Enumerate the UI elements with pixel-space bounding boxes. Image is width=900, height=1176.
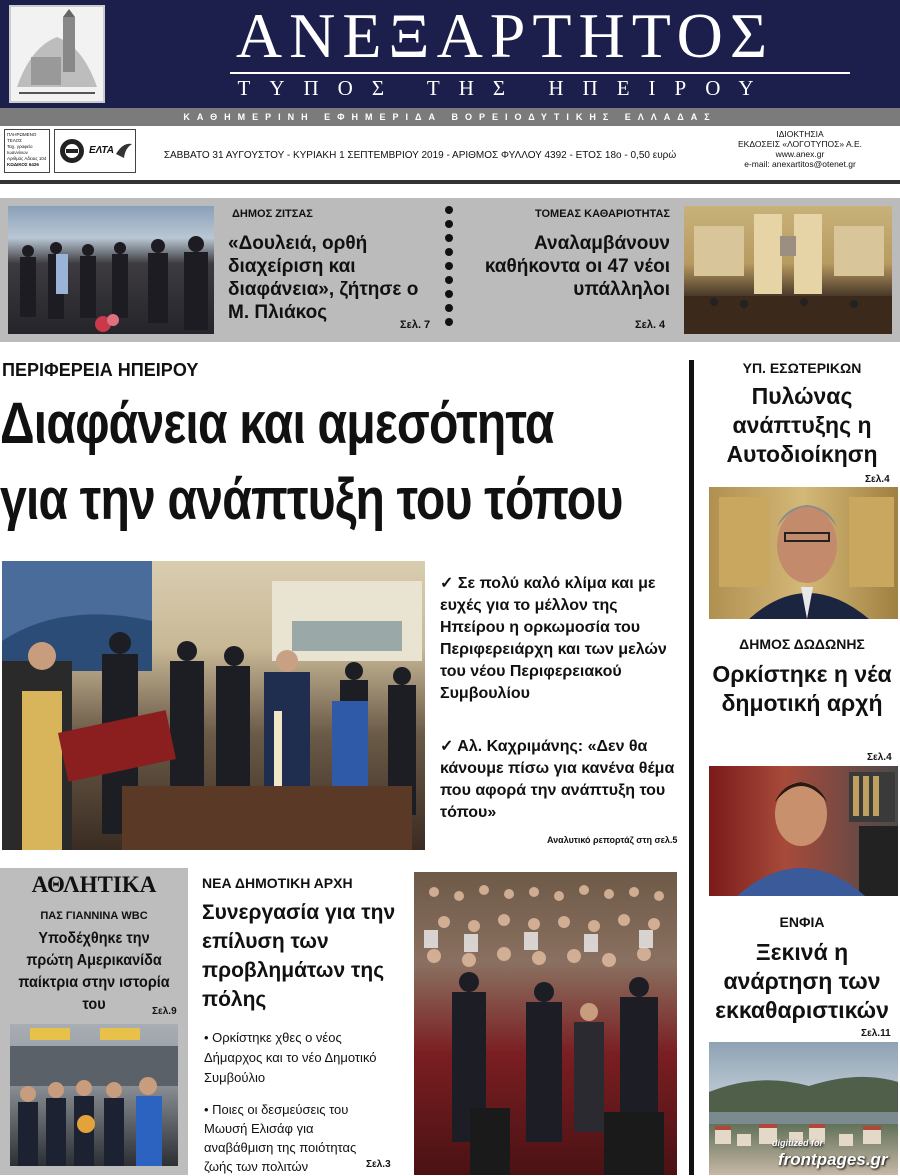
basketball-team-photo [10, 1024, 178, 1166]
dateline: ΣΑΒΒΑΤΟ 31 ΑΥΓΟΥΣΤΟΥ - ΚΥΡΙΑΚΗ 1 ΣΕΠΤΕΜΒΡΙΟΥ 2019 - ΑΡΙΘΜΟΣ ΦΥΛΛΟΥ 4392 - ΕΤΟΣ 18ο - 0,50 ευρώ [163, 150, 677, 161]
municipal-bullet-2: • Ποιες οι δεσμεύσεις του Μωυσή Ελισάφ για αναβάθμιση της ποιότητας ζωής των πολιτών [204, 1102, 357, 1174]
dotted-divider [445, 206, 453, 334]
dodoni-kicker: ΔΗΜΟΣ ΔΩΔΩΝΗΣ [739, 636, 865, 652]
postage-info-box [4, 129, 50, 173]
main-bullet-1: ✓ Σε πολύ καλό κλίμα και με ευχές για το μέλλον της Ηπείρου η ορκωμοσία του Περιφερειάρχη και των μελών του νέου Περιφερειακού Συμβουλίου [440, 575, 667, 702]
main-bullet-2: ✓ Αλ. Καχριμάνης: «Δεν θα κάνουμε πίσω για κανένα θέμα που αφορά την ανάπτυξη του τόπου» [440, 738, 675, 821]
postage-code: ΚΩΔΙΚΟΣ 6426 [7, 162, 39, 167]
elta-badge [54, 129, 136, 173]
sports-section-title: ΑΘΛΗΤΙΚΑ [31, 872, 157, 897]
minister-portrait-photo [709, 487, 898, 619]
main-kicker: ΠΕΡΙΦΕΡΕΙΑ ΗΠΕΙΡΟΥ [2, 360, 199, 380]
sports-kicker: ΠΑΣ ΓΙΑΝΝΙΝΑ WBC [40, 910, 148, 922]
elta-logo-icon [59, 138, 85, 164]
newspaper-title: ΑΝΕΞΑΡΤΗΤΟΣ [235, 0, 775, 71]
publisher-label: ΙΔΙΟΚΤΗΣΙΑ [776, 129, 824, 139]
mayor-portrait-photo [709, 766, 898, 896]
newspaper-subtitle: ΤΥΠΟΣ ΤΗΣ ΗΠΕΙΡΟΥ [237, 76, 773, 100]
bird-icon [115, 140, 133, 160]
city-council-crowd-photo [414, 872, 677, 1175]
newspaper-logo-image [9, 5, 105, 103]
main-headline-line1: Διαφάνεια και αμεσότητα [0, 391, 554, 456]
interior-ministry-headline[interactable]: Πυλώνας ανάπτυξης η Αυτοδιοίκηση [726, 383, 878, 467]
sports-page-ref: Σελ.9 [152, 1006, 177, 1017]
zitsa-ceremony-photo [8, 206, 214, 334]
enfia-page-ref: Σελ.11 [861, 1028, 891, 1039]
sports-headline[interactable]: Υποδέχθηκε την πρώτη Αμερικανίδα παίκτρια στην ιστορία του [18, 930, 170, 1013]
oath-ceremony-photo [2, 561, 425, 850]
interior-ministry-kicker: ΥΠ. ΕΣΩΤΕΡΙΚΩΝ [742, 360, 862, 376]
email-link[interactable]: e-mail: anexartitos@otenet.gr [744, 159, 856, 169]
postage-line: Ταχ. γραφείο Ιωαννίνων [7, 144, 33, 155]
tagline-strip: ΚΑΘΗΜΕΡΙΝΗ ΕΦΗΜΕΡΙΔΑ ΒΟΡΕΙΟΔΥΤΙΚΗΣ ΕΛΛΑΔΑΣ [0, 108, 900, 126]
enfia-kicker: ΕΝΦΙΑ [779, 914, 825, 930]
elta-label: ΕΛΤΑ [89, 145, 115, 156]
cleaning-page-ref: Σελ. 4 [635, 319, 666, 331]
main-headline[interactable] [0, 386, 623, 538]
enfia-headline[interactable]: Ξεκινά η ανάρτηση των εκκαθαριστικών [715, 939, 889, 1023]
cleaning-headline[interactable]: Αναλαμβάνουν καθήκοντα οι 47 νέοι υπάλληλοι [484, 233, 670, 300]
municipal-headline[interactable]: Συνεργασία για την επίλυση των προβλημάτων της πόλης [202, 901, 396, 1011]
title-rule [230, 72, 850, 74]
dodoni-headline[interactable]: Ορκίστηκε η νέα δημοτική αρχή [712, 661, 892, 716]
watermark-line2: frontpages.gr [778, 1150, 888, 1169]
municipal-page-ref: Σελ.3 [366, 1159, 391, 1170]
watermark-line1: digitized for [772, 1138, 823, 1148]
zitsa-headline[interactable]: «Δουλειά, ορθή διαχείριση και διαφάνεια», ζήτησε ο Μ. Πλιάκος [228, 233, 419, 323]
publisher-info [705, 129, 895, 169]
interior-ministry-page-ref: Σελ.4 [865, 474, 890, 485]
zitsa-kicker: ΔΗΜΟΣ ΖΙΤΣΑΣ [232, 208, 313, 220]
website-link[interactable]: www.anex.gr [775, 149, 825, 159]
header-rule [0, 180, 900, 184]
dodoni-page-ref: Σελ.4 [867, 752, 892, 763]
report-page-ref: Αναλυτικό ρεπορτάζ στη σελ.5 [547, 835, 678, 845]
municipal-bullet-1: • Ορκίστηκε χθες ο νέος Δήμαρχος και το νέο Δημοτικό Συμβούλιο [204, 1030, 377, 1085]
zitsa-page-ref: Σελ. 7 [400, 319, 431, 331]
council-hall-photo [684, 206, 892, 334]
municipal-kicker: ΝΕΑ ΔΗΜΟΤΙΚΗ ΑΡΧΗ [202, 875, 353, 891]
main-headline-line2: για την ανάπτυξη του τόπου [0, 467, 623, 532]
publisher-name: ΕΚΔΟΣΕΙΣ «ΛΟΓΟΤΥΠΟΣ» Α.Ε. [737, 139, 863, 149]
postage-line: ΠΛΗΡΩΜΕΝΟ ΤΕΛΟΣ [7, 132, 37, 143]
cleaning-kicker: ΤΟΜΕΑΣ ΚΑΘΑΡΙΟΤΗΤΑΣ [534, 208, 670, 220]
column-rule [689, 360, 694, 1175]
postage-line: Αριθμός Αδειας 104 [7, 156, 47, 161]
